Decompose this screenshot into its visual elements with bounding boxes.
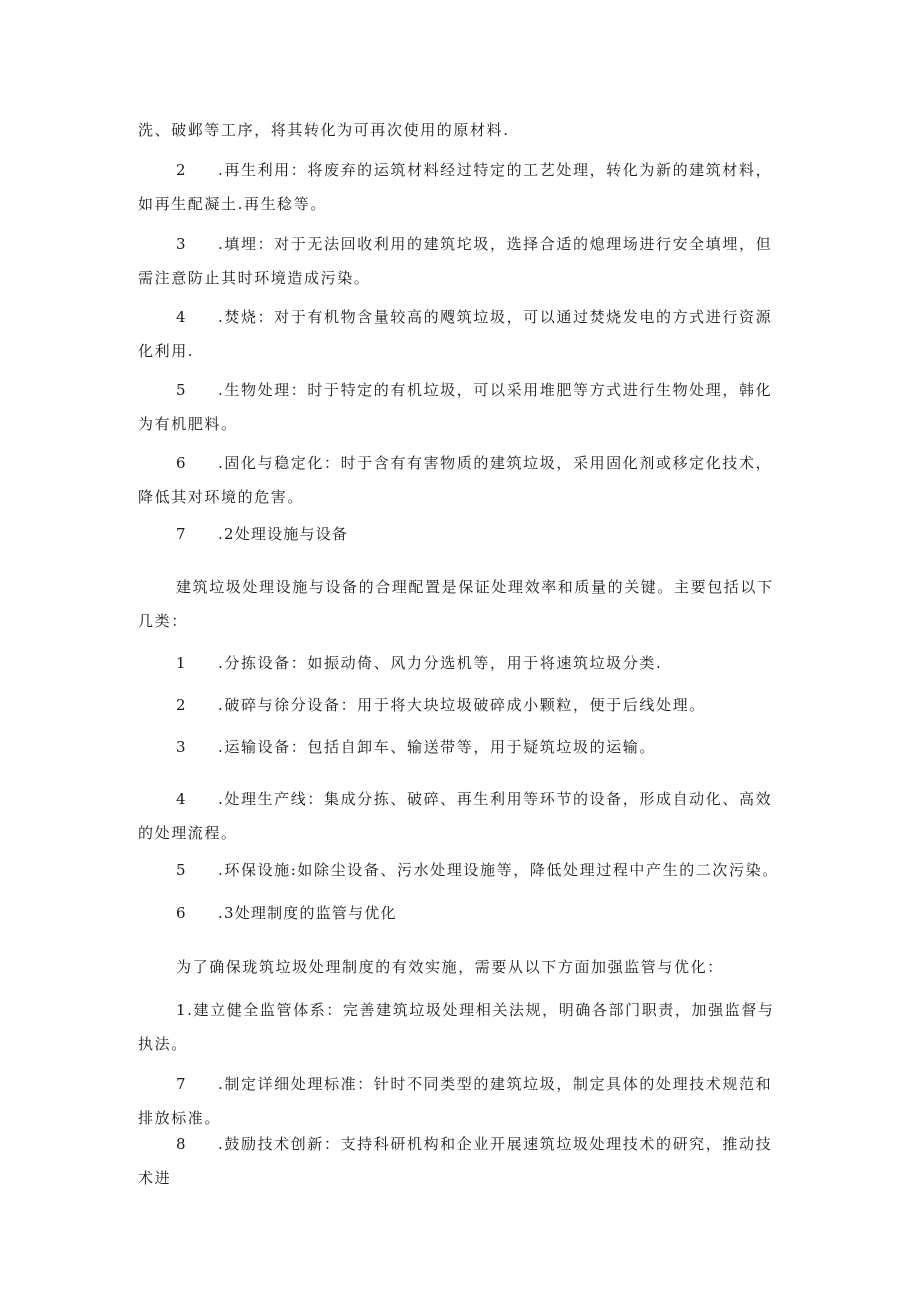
item-text: .运输设备：包括自卸车、输送带等，用于疑筑垃圾的运输。	[218, 738, 656, 756]
section-heading-facilities	[176, 517, 348, 551]
list-item-standards	[138, 1067, 786, 1135]
list-item-innovation	[138, 1127, 786, 1195]
item-number: 1	[176, 654, 188, 672]
item-text: .鼓励技术创新：支持科研机构和企业开展速筑垃圾处理技术的研究，推动技术进	[138, 1135, 773, 1187]
item-number: 5	[176, 381, 188, 399]
list-item-supervision-system: 1.建立健全监管体系：完善建筑垃圾处理相关法规，明确各部门职责，加强监督与执法。	[138, 1001, 775, 1053]
item-text: .处理生产线：集成分拣、破碎、再生利用等环节的设备，形成自动化、高效的处理流程。	[138, 790, 773, 842]
paragraph-facilities-intro: 建筑垃圾处理设施与设备的合理配置是保证处理效率和质量的关键。主要包括以下几类：	[138, 578, 774, 630]
list-item-transport	[138, 730, 786, 764]
item-number: 4	[176, 790, 188, 808]
item-text: .再生利用：将废弃的运筑材料经过特定的工艺处理，转化为新的建筑材料，如再生配凝土.再生稔等。	[138, 161, 773, 213]
item-text: .填埋：对于无法回收利用的建筑坨圾，选择合适的熄理场进行安全填埋，但需注意防止其时环境造成污染。	[138, 235, 773, 287]
paragraph-supervision-intro: 为了确保珑筑垃圾处理制度的有效实施，需要从以下方面加强监管与优化：	[176, 958, 724, 976]
item-text: .环保设施:如除尘设备、污水处理设施等，降低处理过程中产生的二次污染。	[218, 861, 779, 879]
list-item-incineration	[138, 300, 786, 368]
item-text: .破碎与徐分设备：用于将大块垃圾破碎成小颗粒，便于后线处理。	[218, 696, 706, 714]
item-number: 2	[176, 696, 188, 714]
item-number: 6	[176, 454, 188, 472]
list-item-environmental	[138, 853, 786, 887]
item-text: .固化与稳定化：时于含有有害物质的建筑垃圾，采用固化剂或移定化技术，降低其对环境的危害。	[138, 454, 773, 506]
list-item-solidification	[138, 446, 786, 514]
item-text: .生物处理：时于特定的有机垃圾，可以采用堆肥等方式进行生物处理，韩化为有机肥料。	[138, 381, 773, 433]
list-item-recycling	[138, 153, 786, 221]
heading-number: 7	[176, 525, 187, 543]
item-text: .制定详细处理标准：针时不同类型的建筑垃圾，制定具体的处理技术规范和排放标准。	[138, 1075, 773, 1127]
item-number: 7	[176, 1075, 188, 1093]
heading-text: .3处理制度的监管与优化	[218, 904, 397, 922]
item-number: 4	[176, 308, 188, 326]
list-item-sorting	[138, 646, 786, 680]
item-number: 3	[176, 235, 188, 253]
item-text: .分拣设备：如振动倚、风力分选机等，用于将速筑垃圾分类.	[218, 654, 663, 672]
list-item-production-line	[138, 782, 786, 850]
item-text: .焚烧：对于有机物含量较高的飕筑垃圾，可以通过焚烧发电的方式进行资源化利用.	[138, 308, 773, 360]
list-item-landfill	[138, 227, 786, 295]
heading-text: .2处理设施与设备	[218, 525, 349, 543]
paragraph-continuation: 洗、破邺等工序，将其转化为可再次使用的原材料.	[138, 121, 510, 139]
item-number: 2	[176, 161, 188, 179]
list-item-biological	[138, 373, 786, 441]
item-number: 5	[176, 861, 188, 879]
list-item-crushing	[138, 688, 786, 722]
item-number: 8	[176, 1135, 188, 1153]
section-heading-supervision	[176, 896, 397, 930]
heading-number: 6	[176, 904, 187, 922]
item-number: 3	[176, 738, 188, 756]
